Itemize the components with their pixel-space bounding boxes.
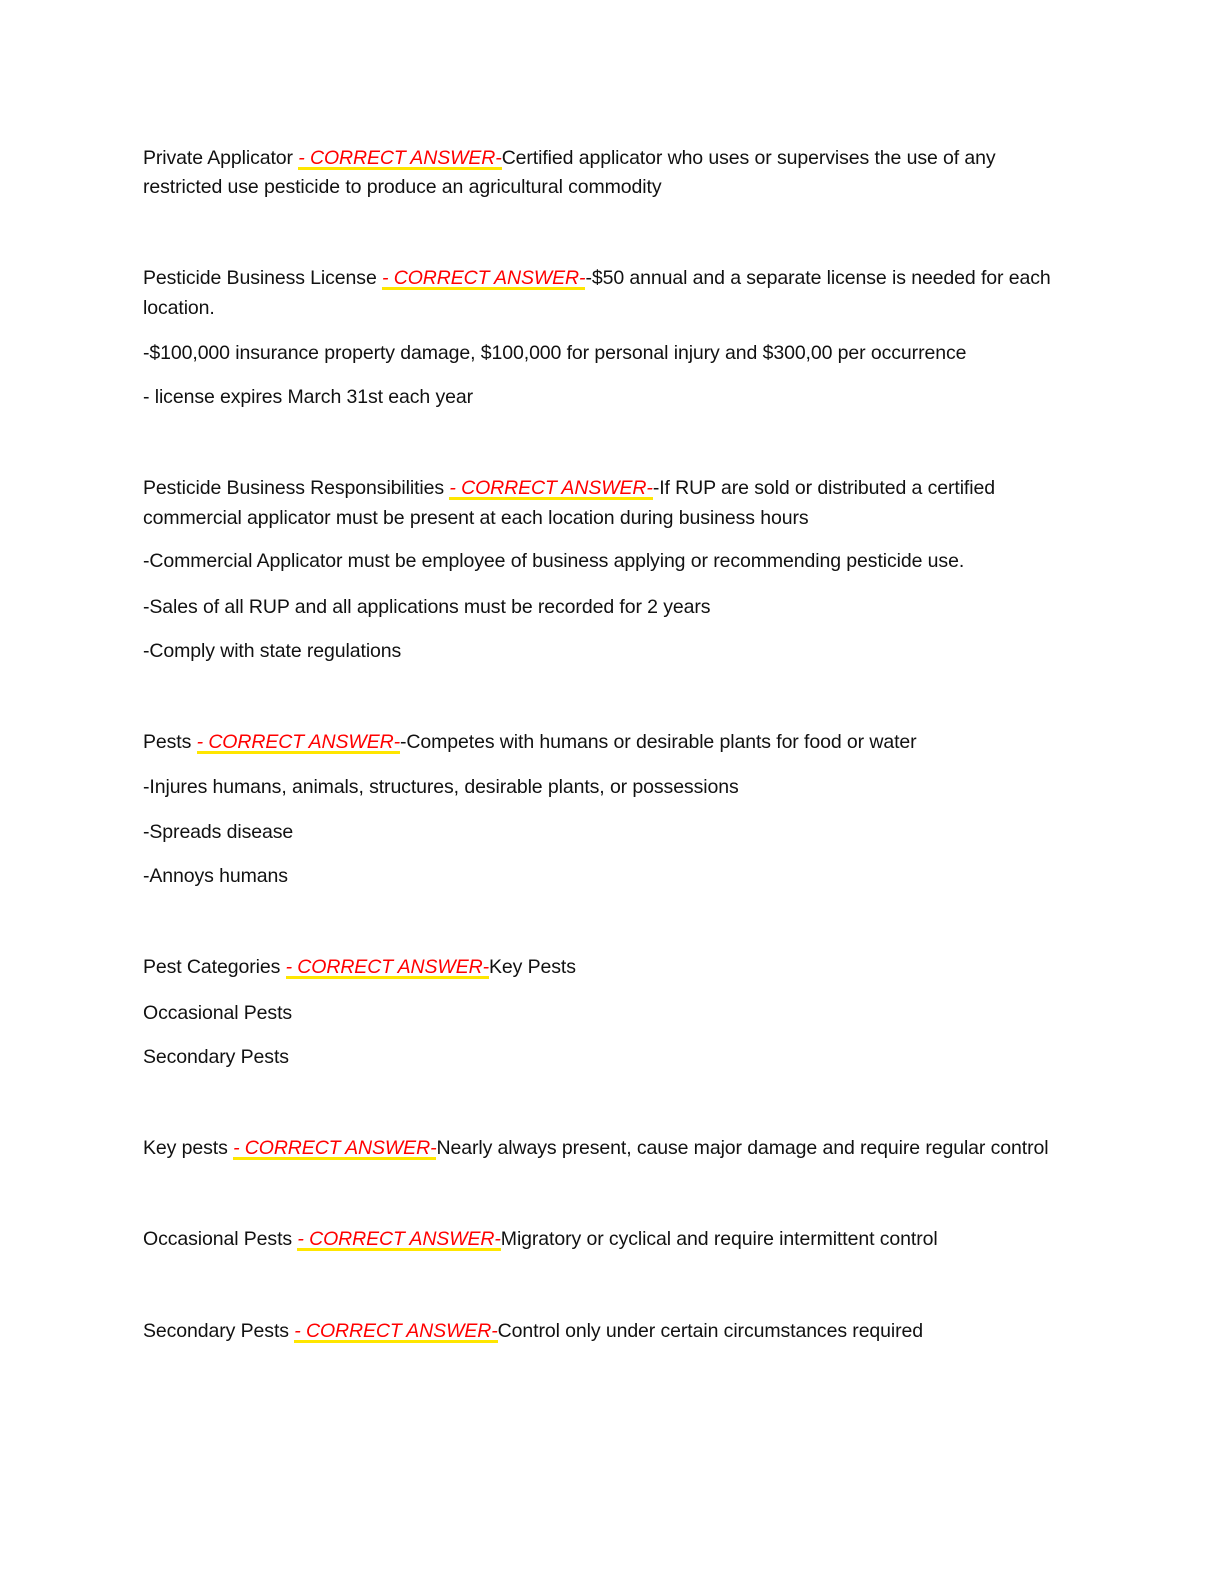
definition-line: -Commercial Applicator must be employee of business applying or recommending pesticide use. bbox=[143, 550, 965, 572]
correct-answer-marker: - CORRECT ANSWER- bbox=[449, 477, 653, 499]
definition-line: restricted use pesticide to produce an agricultural commodity bbox=[143, 176, 662, 198]
definition-line: -Spreads disease bbox=[143, 821, 294, 843]
definition-line: Secondary Pests bbox=[143, 1046, 289, 1068]
entry-line bbox=[143, 954, 576, 980]
correct-answer-marker: - CORRECT ANSWER- bbox=[294, 1320, 498, 1342]
definition-line: -Comply with state regulations bbox=[143, 640, 402, 662]
definition-line: location. bbox=[143, 297, 215, 319]
definition: Control only under certain circumstances required bbox=[497, 1320, 924, 1342]
definition-line: -$100,000 insurance property damage, $100,000 for personal injury and $300,00 per occurrence bbox=[143, 342, 967, 364]
definition: -If RUP are sold or distributed a certified bbox=[652, 477, 995, 499]
entry-line bbox=[143, 265, 1051, 291]
definition-line: -Annoys humans bbox=[143, 865, 288, 887]
definition: Migratory or cyclical and require intermittent control bbox=[500, 1228, 938, 1250]
entry-line bbox=[143, 729, 917, 755]
definition: Certified applicator who uses or supervises the use of any bbox=[501, 147, 996, 169]
term: Pesticide Business Responsibilities bbox=[143, 477, 445, 499]
term: Occasional Pests bbox=[143, 1228, 293, 1250]
term: Pests bbox=[143, 731, 192, 753]
correct-answer-marker: - CORRECT ANSWER- bbox=[298, 147, 502, 169]
correct-answer-marker: - CORRECT ANSWER- bbox=[285, 956, 489, 978]
term: Pest Categories bbox=[143, 956, 281, 978]
definition: -$50 annual and a separate license is needed for each bbox=[585, 267, 1051, 289]
entry-line bbox=[143, 145, 996, 171]
entry-line bbox=[143, 1226, 938, 1252]
definition: -Competes with humans or desirable plants for food or water bbox=[400, 731, 917, 753]
entry-line bbox=[143, 475, 995, 501]
definition-line: -Injures humans, animals, structures, desirable plants, or possessions bbox=[143, 776, 739, 798]
definition-line: commercial applicator must be present at each location during business hours bbox=[143, 507, 809, 529]
correct-answer-marker: - CORRECT ANSWER- bbox=[297, 1228, 501, 1250]
definition: Key Pests bbox=[488, 956, 576, 978]
correct-answer-marker: - CORRECT ANSWER- bbox=[196, 731, 401, 753]
definition-line: Occasional Pests bbox=[143, 1002, 293, 1024]
entry-line bbox=[143, 1135, 1048, 1161]
term: Key pests bbox=[143, 1137, 228, 1159]
correct-answer-marker: - CORRECT ANSWER- bbox=[233, 1137, 437, 1159]
definition-line: -Sales of all RUP and all applications must be recorded for 2 years bbox=[143, 596, 711, 618]
entry-line bbox=[143, 1318, 923, 1344]
term: Private Applicator bbox=[143, 147, 293, 169]
correct-answer-marker: - CORRECT ANSWER- bbox=[382, 267, 586, 289]
term: Secondary Pests bbox=[143, 1320, 289, 1342]
definition: Nearly always present, cause major damage and require regular control bbox=[436, 1137, 1049, 1159]
term: Pesticide Business License bbox=[143, 267, 377, 289]
definition-line: - license expires March 31st each year bbox=[143, 386, 474, 408]
